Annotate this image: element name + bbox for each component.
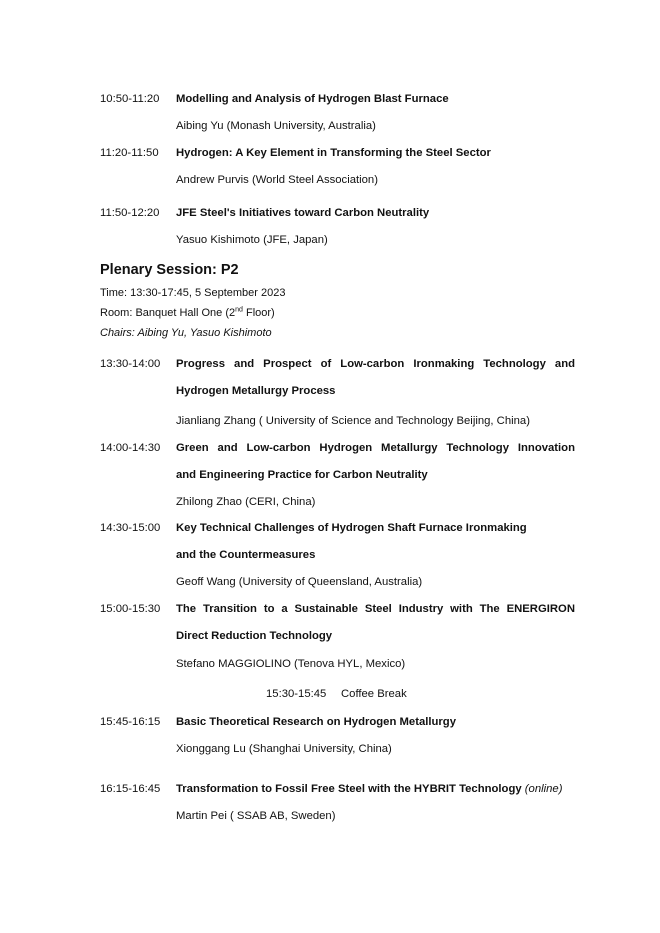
online-note: (online) xyxy=(524,783,563,795)
talk-title: Basic Theoretical Research on Hydrogen Metallurgy xyxy=(176,716,456,728)
talk-speaker: Zhilong Zhao (CERI, China) xyxy=(176,496,316,508)
talk-speaker: Stefano MAGGIOLINO (Tenova HYL, Mexico) xyxy=(176,658,406,670)
talk-speaker: Jianliang Zhang ( University of Science and Technology Beijing, China) xyxy=(176,415,530,427)
talk-title: Green and Low-carbon Hydrogen Metallurgy Technology Innovation xyxy=(176,442,575,454)
talk-title: Transformation to Fossil Free Steel with the HYBRIT Technology (online) xyxy=(176,783,563,795)
talk-time: 11:50-12:20 xyxy=(100,207,160,219)
talk-speaker: Yasuo Kishimoto (JFE, Japan) xyxy=(176,234,328,246)
break-time: 15:30-15:45 xyxy=(266,688,327,700)
talk-speaker: Martin Pei ( SSAB AB, Sweden) xyxy=(176,810,336,822)
talk-time: 14:30-15:00 xyxy=(100,522,161,534)
talk-speaker: Aibing Yu (Monash University, Australia) xyxy=(176,120,376,132)
talk-time: 15:00-15:30 xyxy=(100,603,161,615)
talk-time: 14:00-14:30 xyxy=(100,442,161,454)
talk-title-cont: Direct Reduction Technology xyxy=(176,630,333,642)
session-room: Room: Banquet Hall One (2nd Floor) xyxy=(100,306,275,319)
talk-title-cont: and the Countermeasures xyxy=(176,549,316,561)
talk-title: Modelling and Analysis of Hydrogen Blast Furnace xyxy=(176,93,449,105)
talk-title: Hydrogen: A Key Element in Transforming the Steel Sector xyxy=(176,147,491,159)
talk-title-cont: and Engineering Practice for Carbon Neutrality xyxy=(176,469,428,481)
session-chairs: Chairs: Aibing Yu, Yasuo Kishimoto xyxy=(100,327,272,339)
talk-time: 13:30-14:00 xyxy=(100,358,161,370)
talk-time: 15:45-16:15 xyxy=(100,716,161,728)
talk-speaker: Andrew Purvis (World Steel Association) xyxy=(176,174,378,186)
session-heading: Plenary Session: P2 xyxy=(100,262,239,278)
talk-title-cont: Hydrogen Metallurgy Process xyxy=(176,385,336,397)
talk-speaker: Geoff Wang (University of Queensland, Australia) xyxy=(176,576,423,588)
talk-time: 16:15-16:45 xyxy=(100,783,161,795)
talk-title: Key Technical Challenges of Hydrogen Shaft Furnace Ironmaking xyxy=(176,522,527,534)
session-time: Time: 13:30-17:45, 5 September 2023 xyxy=(100,287,286,299)
talk-title: Progress and Prospect of Low-carbon Ironmaking Technology and xyxy=(176,358,575,370)
talk-title: JFE Steel's Initiatives toward Carbon Neutrality xyxy=(176,207,430,219)
talk-time: 10:50-11:20 xyxy=(100,93,160,105)
talk-title: The Transition to a Sustainable Steel Industry with The ENERGIRON xyxy=(176,603,575,615)
talk-speaker: Xionggang Lu (Shanghai University, China) xyxy=(176,743,392,755)
talk-time: 11:20-11:50 xyxy=(100,147,159,159)
break-label: Coffee Break xyxy=(341,688,407,700)
